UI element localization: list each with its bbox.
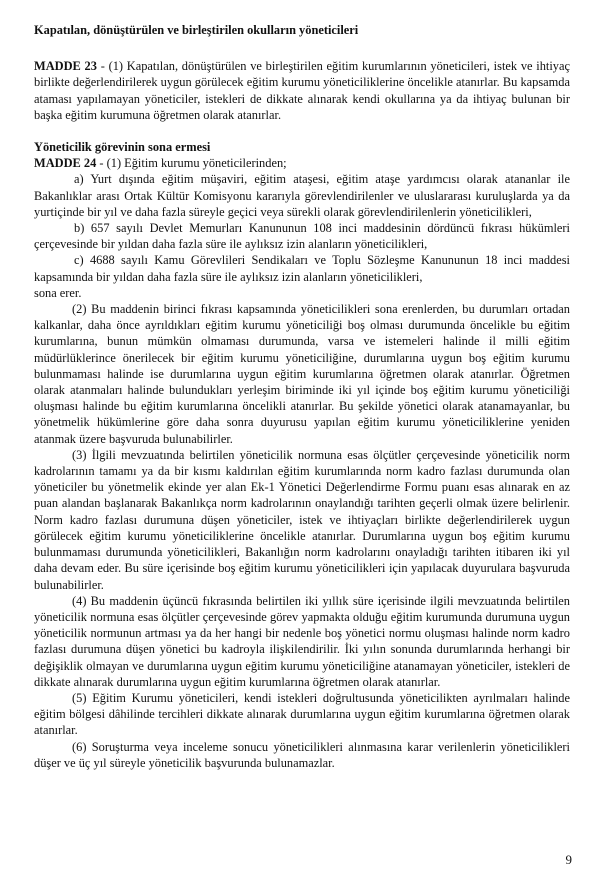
article-24-intro-text: - (1) Eğitim kurumu yöneticilerinden; — [96, 156, 287, 171]
article-24-item-a: a) Yurt dışında eğitim müşaviri, eğitim ataşesi, eğitim ataşe yardımcısı olarak atananlar ile Bakanlıklar arası Ortak Kültür Komisyonu kararıyla görevlendirilenler ve uluslararası kuruluşlarda ya da yurtiçinde bir yıl ve daha fazla süreyle geçici veya sürekli olarak görevlendirilenlerin yöneticilikleri, — [34, 172, 570, 219]
article-24-item-c: c) 4688 sayılı Kamu Görevlileri Sendikaları ve Toplu Sözleşme Kanununun 18 inci maddesi kapsamında bir yıldan daha fazla süre ile aylıksız izin alanların yöneticilikleri, — [34, 253, 570, 284]
article-23-label: MADDE 23 — [34, 59, 97, 74]
page-number: 9 — [565, 852, 572, 867]
article-23-text: - (1) Kapatılan, dönüştürülen ve birleştirilen eğitim kurumlarının yöneticileri, istek ve ihtiyaç birlikte değerlendirilerek uygun görülecek eğitim kurumu yöneticiliklerine öncelikle atanırlar. Bu kapsamda ataması yapılamayan yöneticiler, istekleri de dikkate alınarak kendi okullarına ya da ihtiyaç bulunan bir başka eğitim kurumuna öğretmen olarak atanırlar. — [34, 59, 570, 122]
article-24-paragraph-2: (2) Bu maddenin birinci fıkrası kapsamında yöneticilikleri sona erenlerden, bu durumları ortadan kalkanlar, daha önce ayrıldıkları eğitim kurumu yöneticiliği boş olması durumunda öncelikle bu eğitim kurumlarına, bunun mümkün olmaması durumunda, varsa ve istemeleri halinde il milli eğitim müdürlüklerince önerilecek bir eğitim kurumu yöneticiliğine, durumlarına uygun boş eğitim kurumu bulunmaması halinde ise durumlarına uygun eğitim kurumlarına öğretmen olarak atanırlar. Öğretmen olarak atanmaları halinde bulundukları yerleşim biriminde iki yıl içinde boş eğitim kurumu yöneticiliği oluşması halinde bu eğitim kurumlarına öncelikli atanırlar. Bu şekilde yönetici olarak atanamayanlar, bu yönetmelik hükümlerine göre daha sonra duyurusu yapılan eğitim kurumu yöneticiliklerine yeniden atanmak üzere başvuruda bulunabilirler. — [34, 302, 570, 446]
article-24-paragraph-3: (3) İlgili mevzuatında belirtilen yöneticilik normuna esas ölçütler çerçevesinde yöneticilik norm kadrolarının tamamı ya da bir kısmı kaldırılan eğitim kurumlarında norm kadro fazlası durumunda olan yöneticiler bu yönetmelik ekinde yer alan Ek-1 Yönetici Değerlendirme Formu puanı esas alınarak en az puan alandan başlanarak Bakanlıkça norm kadrolarının onaylandığı tarihten geçerli olmak üzere belirlenir. Norm kadro fazlası durumuna düşen yöneticiler, istek ve ihtiyaçları birlikte değerlendirilerek uygun görülecek eğitim kurumu yöneticiliklerine öncelikle atanırlar. Durumlarına uygun boş eğitim kurumu bulunmaması durumunda yöneticilikleri, Bakanlığın norm kadrolarını onayladığı tarihten itibaren iki yıl daha devam eder. Bu süre içerisinde boş eğitim kurumu yöneticilikleri için yapılacak duyurulara başvuruda bulunabilirler. — [34, 447, 570, 592]
article-24-paragraph-5: (5) Eğitim Kurumu yöneticileri, kendi istekleri doğrultusunda yöneticilikten ayrılmaları halinde eğitim bölgesi dâhilinde tercihleri dikkate alınarak durumlarına uygun eğitim kurumlarına öğretmen olarak atanırlar. — [34, 690, 570, 738]
article-24-paragraph-6: (6) Soruşturma veya inceleme sonucu yöneticilikleri alınmasına karar verilenlerin yöneticilikleri düşer ve üç yıl süreyle yöneticilik başvurunda bulunamazlar. — [34, 739, 570, 770]
section-title-termination: Yöneticilik görevinin sona ermesi — [34, 140, 211, 155]
article-24-item-b: b) 657 sayılı Devlet Memurları Kanununun 108 inci maddesinin dördüncü fıkrası hükümleri çerçevesinde bir yıldan daha fazla süre ile aylıksız izin alanların yöneticilikleri, — [34, 221, 570, 252]
article-24-closing: sona erer. — [34, 285, 82, 300]
article-24-intro — [34, 155, 570, 171]
section-title-closed-schools: Kapatılan, dönüştürülen ve birleştirilen okulların yöneticileri — [34, 23, 359, 37]
article-23 — [34, 58, 570, 123]
article-24-paragraph-4: (4) Bu maddenin üçüncü fıkrasında belirtilen iki yıllık süre içerisinde ilgili mevzuatında belirtilen yöneticilik normuna esas ölçütler çerçevesinde görev yapmakta olduğu eğitim kurumunda durumuna uygun yöneticilik normunun artması ya da her hangi bir nedenle boş yönetici normu oluşması halinde norm kadro fazlası durumuna düşen yönetici bu kadroyla ilişkilendirilir. İki yılın sonunda durumlarında herhangi bir değişiklik olmayan ve durumlarına uygun eğitim kurumu yöneticiliğine atanamayan yöneticiler, istekleri de dikkate alınarak durumlarına uygun eğitim kurumlarına öğretmen olarak atanırlar. — [34, 593, 570, 689]
article-24-label: MADDE 24 — [34, 156, 97, 171]
